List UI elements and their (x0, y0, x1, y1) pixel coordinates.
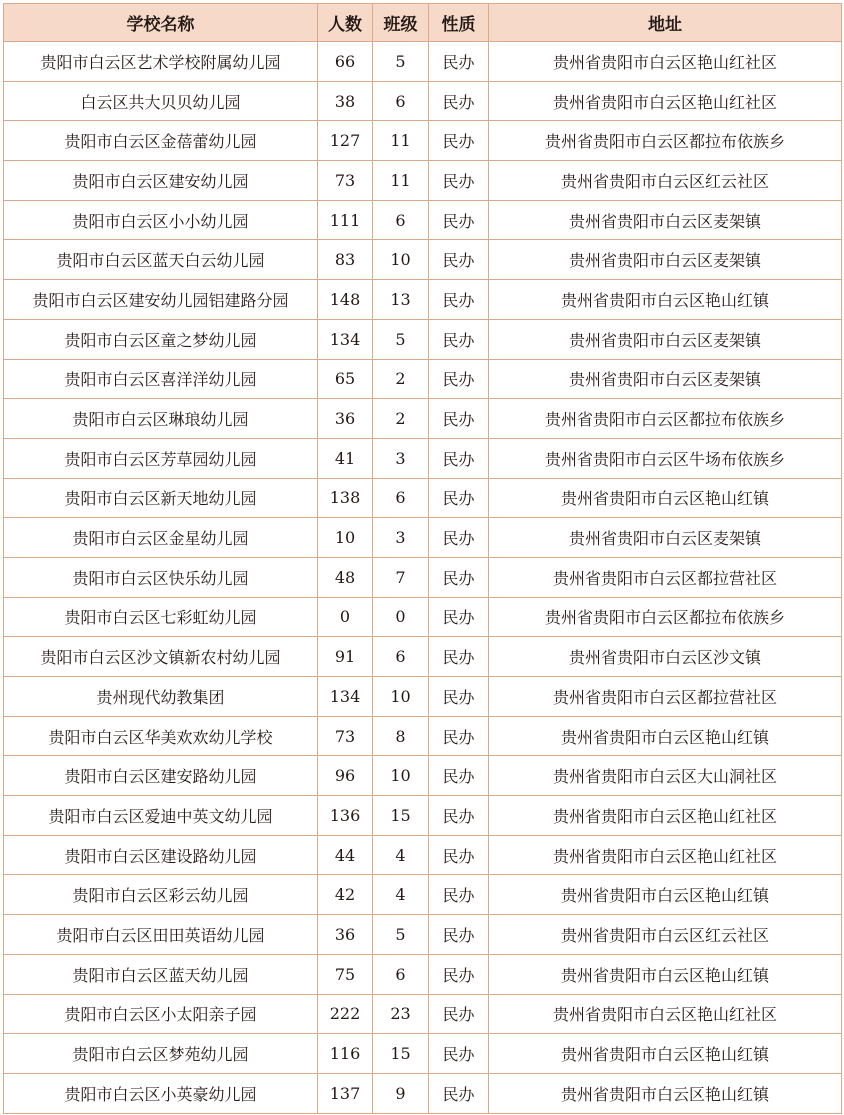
enrollment-cell: 91 (318, 637, 373, 677)
school-name-cell: 贵阳市白云区金星幼儿园 (4, 518, 318, 558)
address-cell: 贵州省贵阳市白云区艳山红镇 (489, 478, 842, 518)
enrollment-cell: 48 (318, 557, 373, 597)
school-name-cell: 贵阳市白云区小太阳亲子园 (4, 994, 318, 1034)
enrollment-cell: 138 (318, 478, 373, 518)
school-name-cell: 贵阳市白云区建设路幼儿园 (4, 835, 318, 875)
school-name-cell: 贵阳市白云区新天地幼儿园 (4, 478, 318, 518)
address-cell: 贵州省贵阳市白云区红云社区 (489, 915, 842, 955)
address-cell: 贵州省贵阳市白云区红云社区 (489, 161, 842, 201)
classes-cell: 11 (373, 121, 429, 161)
table-row (4, 81, 842, 121)
classes-cell: 3 (373, 518, 429, 558)
table-row (4, 796, 842, 836)
table-row (4, 280, 842, 320)
enrollment-cell: 111 (318, 200, 373, 240)
classes-cell: 15 (373, 1034, 429, 1074)
type-cell: 民办 (429, 121, 489, 161)
school-name-cell: 贵阳市白云区七彩虹幼儿园 (4, 597, 318, 637)
enrollment-cell: 44 (318, 835, 373, 875)
type-cell: 民办 (429, 756, 489, 796)
school-name-cell: 贵阳市白云区金蓓蕾幼儿园 (4, 121, 318, 161)
school-name-cell: 贵阳市白云区喜洋洋幼儿园 (4, 359, 318, 399)
address-cell: 贵州省贵阳市白云区麦架镇 (489, 240, 842, 280)
enrollment-cell: 66 (318, 42, 373, 82)
enrollment-cell: 36 (318, 399, 373, 439)
enrollment-cell: 127 (318, 121, 373, 161)
header-classes: 班级 (373, 4, 429, 42)
type-cell: 民办 (429, 478, 489, 518)
header-enrollment: 人数 (318, 4, 373, 42)
table-row (4, 478, 842, 518)
enrollment-cell: 0 (318, 597, 373, 637)
table-row (4, 994, 842, 1034)
address-cell: 贵州省贵阳市白云区牛场布依族乡 (489, 438, 842, 478)
address-cell: 贵州省贵阳市白云区艳山红社区 (489, 994, 842, 1034)
type-cell: 民办 (429, 637, 489, 677)
school-name-cell: 贵阳市白云区华美欢欢幼儿学校 (4, 716, 318, 756)
type-cell: 民办 (429, 280, 489, 320)
classes-cell: 4 (373, 835, 429, 875)
classes-cell: 10 (373, 240, 429, 280)
enrollment-cell: 136 (318, 796, 373, 836)
table-row (4, 716, 842, 756)
address-cell: 贵州省贵阳市白云区麦架镇 (489, 200, 842, 240)
enrollment-cell: 83 (318, 240, 373, 280)
classes-cell: 5 (373, 42, 429, 82)
type-cell: 民办 (429, 81, 489, 121)
address-cell: 贵州省贵阳市白云区艳山红镇 (489, 1034, 842, 1074)
type-cell: 民办 (429, 677, 489, 717)
classes-cell: 4 (373, 875, 429, 915)
enrollment-cell: 73 (318, 716, 373, 756)
type-cell: 民办 (429, 1034, 489, 1074)
type-cell: 民办 (429, 399, 489, 439)
type-cell: 民办 (429, 716, 489, 756)
school-name-cell: 贵阳市白云区小英豪幼儿园 (4, 1073, 318, 1113)
classes-cell: 10 (373, 756, 429, 796)
table-row (4, 518, 842, 558)
school-name-cell: 贵阳市白云区童之梦幼儿园 (4, 319, 318, 359)
type-cell: 民办 (429, 319, 489, 359)
type-cell: 民办 (429, 994, 489, 1034)
type-cell: 民办 (429, 438, 489, 478)
classes-cell: 6 (373, 637, 429, 677)
classes-cell: 13 (373, 280, 429, 320)
address-cell: 贵州省贵阳市白云区都拉布依族乡 (489, 121, 842, 161)
table-row (4, 557, 842, 597)
address-cell: 贵州省贵阳市白云区都拉营社区 (489, 557, 842, 597)
classes-cell: 5 (373, 915, 429, 955)
classes-cell: 9 (373, 1073, 429, 1113)
classes-cell: 3 (373, 438, 429, 478)
table-row (4, 835, 842, 875)
table-row (4, 399, 842, 439)
school-name-cell: 贵阳市白云区琳琅幼儿园 (4, 399, 318, 439)
school-name-cell: 贵阳市白云区爱迪中英文幼儿园 (4, 796, 318, 836)
address-cell: 贵州省贵阳市白云区艳山红社区 (489, 835, 842, 875)
address-cell: 贵州省贵阳市白云区艳山红镇 (489, 875, 842, 915)
address-cell: 贵州省贵阳市白云区麦架镇 (489, 518, 842, 558)
enrollment-cell: 73 (318, 161, 373, 201)
classes-cell: 0 (373, 597, 429, 637)
table-row (4, 319, 842, 359)
address-cell: 贵州省贵阳市白云区大山洞社区 (489, 756, 842, 796)
classes-cell: 6 (373, 954, 429, 994)
type-cell: 民办 (429, 557, 489, 597)
classes-cell: 7 (373, 557, 429, 597)
classes-cell: 5 (373, 319, 429, 359)
table-row (4, 756, 842, 796)
school-name-cell: 贵阳市白云区蓝天白云幼儿园 (4, 240, 318, 280)
address-cell: 贵州省贵阳市白云区都拉布依族乡 (489, 597, 842, 637)
enrollment-cell: 134 (318, 677, 373, 717)
enrollment-cell: 148 (318, 280, 373, 320)
type-cell: 民办 (429, 161, 489, 201)
school-name-cell: 贵阳市白云区彩云幼儿园 (4, 875, 318, 915)
address-cell: 贵州省贵阳市白云区艳山红社区 (489, 42, 842, 82)
address-cell: 贵州省贵阳市白云区艳山红镇 (489, 716, 842, 756)
school-name-cell: 贵阳市白云区艺术学校附属幼儿园 (4, 42, 318, 82)
table-row (4, 915, 842, 955)
table-row (4, 438, 842, 478)
address-cell: 贵州省贵阳市白云区艳山红镇 (489, 280, 842, 320)
table-header-row (4, 4, 842, 42)
classes-cell: 11 (373, 161, 429, 201)
type-cell: 民办 (429, 915, 489, 955)
table-row (4, 359, 842, 399)
address-cell: 贵州省贵阳市白云区艳山红社区 (489, 796, 842, 836)
type-cell: 民办 (429, 954, 489, 994)
table-row (4, 677, 842, 717)
address-cell: 贵州省贵阳市白云区麦架镇 (489, 319, 842, 359)
school-name-cell: 贵阳市白云区芳草园幼儿园 (4, 438, 318, 478)
school-name-cell: 贵阳市白云区小小幼儿园 (4, 200, 318, 240)
school-name-cell: 贵阳市白云区梦苑幼儿园 (4, 1034, 318, 1074)
enrollment-cell: 42 (318, 875, 373, 915)
classes-cell: 6 (373, 200, 429, 240)
address-cell: 贵州省贵阳市白云区艳山红社区 (489, 81, 842, 121)
school-name-cell: 贵阳市白云区田田英语幼儿园 (4, 915, 318, 955)
type-cell: 民办 (429, 835, 489, 875)
type-cell: 民办 (429, 240, 489, 280)
classes-cell: 8 (373, 716, 429, 756)
type-cell: 民办 (429, 518, 489, 558)
classes-cell: 6 (373, 478, 429, 518)
kindergarten-table (3, 3, 842, 1114)
enrollment-cell: 36 (318, 915, 373, 955)
type-cell: 民办 (429, 359, 489, 399)
classes-cell: 23 (373, 994, 429, 1034)
enrollment-cell: 116 (318, 1034, 373, 1074)
table-row (4, 875, 842, 915)
enrollment-cell: 65 (318, 359, 373, 399)
table-row (4, 637, 842, 677)
table-row (4, 200, 842, 240)
header-address: 地址 (489, 4, 842, 42)
enrollment-cell: 134 (318, 319, 373, 359)
type-cell: 民办 (429, 796, 489, 836)
classes-cell: 2 (373, 359, 429, 399)
type-cell: 民办 (429, 597, 489, 637)
table-body (4, 42, 842, 1114)
header-school-name: 学校名称 (4, 4, 318, 42)
type-cell: 民办 (429, 1073, 489, 1113)
school-name-cell: 贵阳市白云区快乐幼儿园 (4, 557, 318, 597)
classes-cell: 6 (373, 81, 429, 121)
table-row (4, 597, 842, 637)
address-cell: 贵州省贵阳市白云区麦架镇 (489, 359, 842, 399)
header-type: 性质 (429, 4, 489, 42)
address-cell: 贵州省贵阳市白云区艳山红镇 (489, 1073, 842, 1113)
table-row (4, 121, 842, 161)
classes-cell: 15 (373, 796, 429, 836)
enrollment-cell: 137 (318, 1073, 373, 1113)
enrollment-cell: 10 (318, 518, 373, 558)
table-row (4, 161, 842, 201)
school-name-cell: 贵阳市白云区蓝天幼儿园 (4, 954, 318, 994)
enrollment-cell: 38 (318, 81, 373, 121)
classes-cell: 2 (373, 399, 429, 439)
enrollment-cell: 75 (318, 954, 373, 994)
table-row (4, 1073, 842, 1113)
address-cell: 贵州省贵阳市白云区都拉布依族乡 (489, 399, 842, 439)
school-name-cell: 贵阳市白云区建安幼儿园 (4, 161, 318, 201)
type-cell: 民办 (429, 42, 489, 82)
table-row (4, 954, 842, 994)
table-row (4, 240, 842, 280)
school-name-cell: 贵州现代幼教集团 (4, 677, 318, 717)
address-cell: 贵州省贵阳市白云区沙文镇 (489, 637, 842, 677)
school-name-cell: 贵阳市白云区沙文镇新农村幼儿园 (4, 637, 318, 677)
classes-cell: 10 (373, 677, 429, 717)
type-cell: 民办 (429, 875, 489, 915)
address-cell: 贵州省贵阳市白云区艳山红镇 (489, 954, 842, 994)
type-cell: 民办 (429, 200, 489, 240)
school-name-cell: 贵阳市白云区建安幼儿园铝建路分园 (4, 280, 318, 320)
enrollment-cell: 222 (318, 994, 373, 1034)
school-name-cell: 白云区共大贝贝幼儿园 (4, 81, 318, 121)
school-name-cell: 贵阳市白云区建安路幼儿园 (4, 756, 318, 796)
enrollment-cell: 96 (318, 756, 373, 796)
enrollment-cell: 41 (318, 438, 373, 478)
table-row (4, 1034, 842, 1074)
address-cell: 贵州省贵阳市白云区都拉营社区 (489, 677, 842, 717)
table-row (4, 42, 842, 82)
